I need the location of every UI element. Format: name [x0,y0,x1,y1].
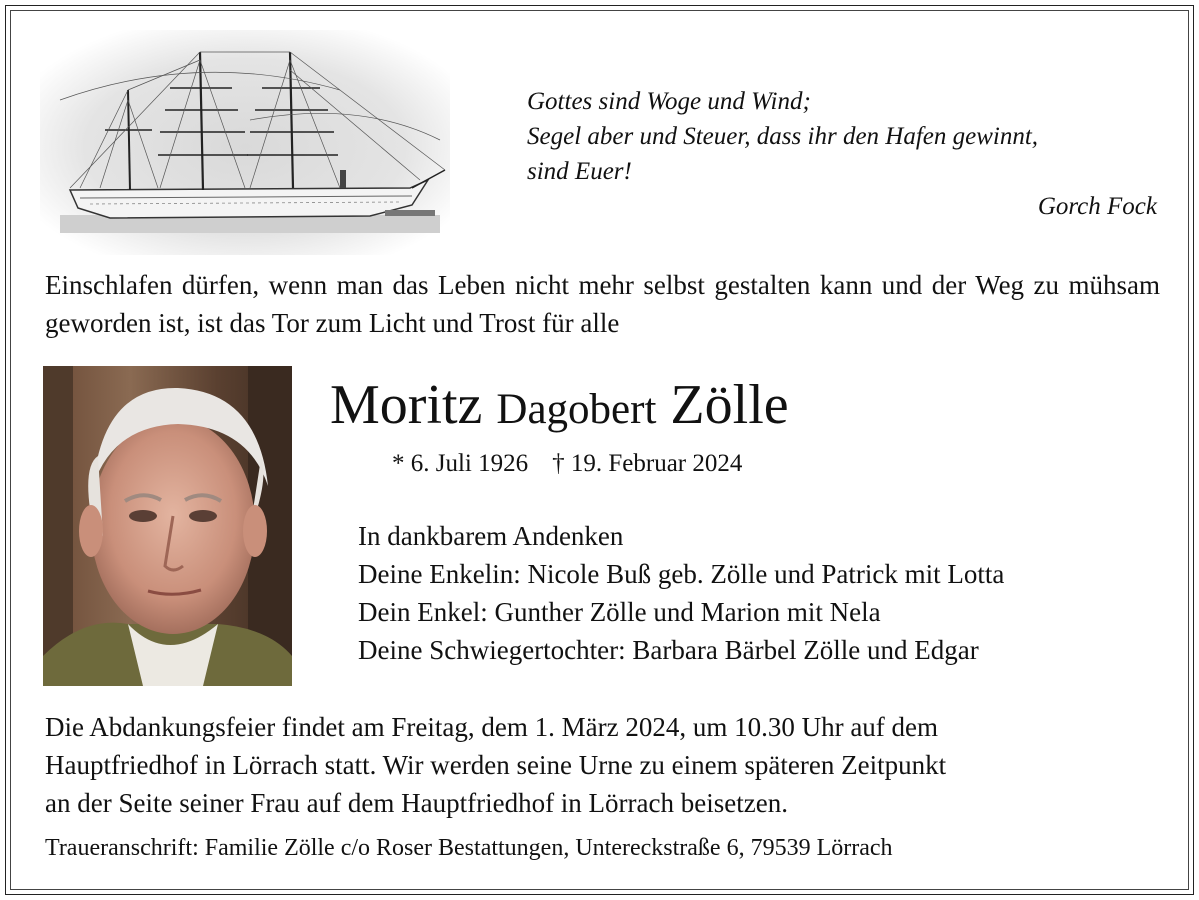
death-date: † 19. Februar 2024 [552,450,743,477]
ceremony-line: an der Seite seiner Frau auf dem Hauptfriedhof in Lörrach beisetzen. [45,788,788,818]
deceased-name [330,370,789,445]
sailing-ship-image [40,30,450,255]
portrait-photo [43,366,292,686]
first-name: Moritz [330,374,483,436]
middle-name: Dagobert [496,386,657,433]
ceremony-notice [45,708,1165,822]
poem-line: Segel aber und Steuer, dass ihr den Hafen gewinnt, [527,123,1039,150]
poem-author: Gorch Fock [1037,193,1157,220]
ceremony-line: Die Abdankungsfeier findet am Freitag, dem 1. März 2024, um 10.30 Uhr auf dem [45,712,939,742]
mourning-address: Traueranschrift: Familie Zölle c/o Roser Bestattungen, Untereckstraße 6, 79539 Lörrach [45,835,893,861]
mourners-line: In dankbarem Andenken [358,521,624,551]
mourners-line: Dein Enkel: Gunther Zölle und Marion mit Nela [358,597,881,627]
mourners-line: Deine Enkelin: Nicole Buß geb. Zölle und Patrick mit Lotta [358,559,1005,589]
poem-quote [527,84,1167,224]
last-name: Zölle [670,374,789,436]
poem-line: sind Euer! [527,158,632,185]
ceremony-line: Hauptfriedhof in Lörrach statt. Wir werden seine Urne zu einem späteren Zeitpunkt [45,750,947,780]
mourners-list [358,517,1004,669]
motto-text: Einschlafen dürfen, wenn man das Leben nicht mehr selbst gestalten kann und der Weg zu mühsam geworden ist, ist das Tor zum Licht und Trost für alle [45,270,1160,338]
mourners-line: Deine Schwiegertochter: Barbara Bärbel Zölle und Edgar [358,635,979,665]
poem-line: Gottes sind Woge und Wind; [527,88,811,115]
birth-date: * 6. Juli 1926 [392,450,529,477]
life-dates [392,448,742,480]
